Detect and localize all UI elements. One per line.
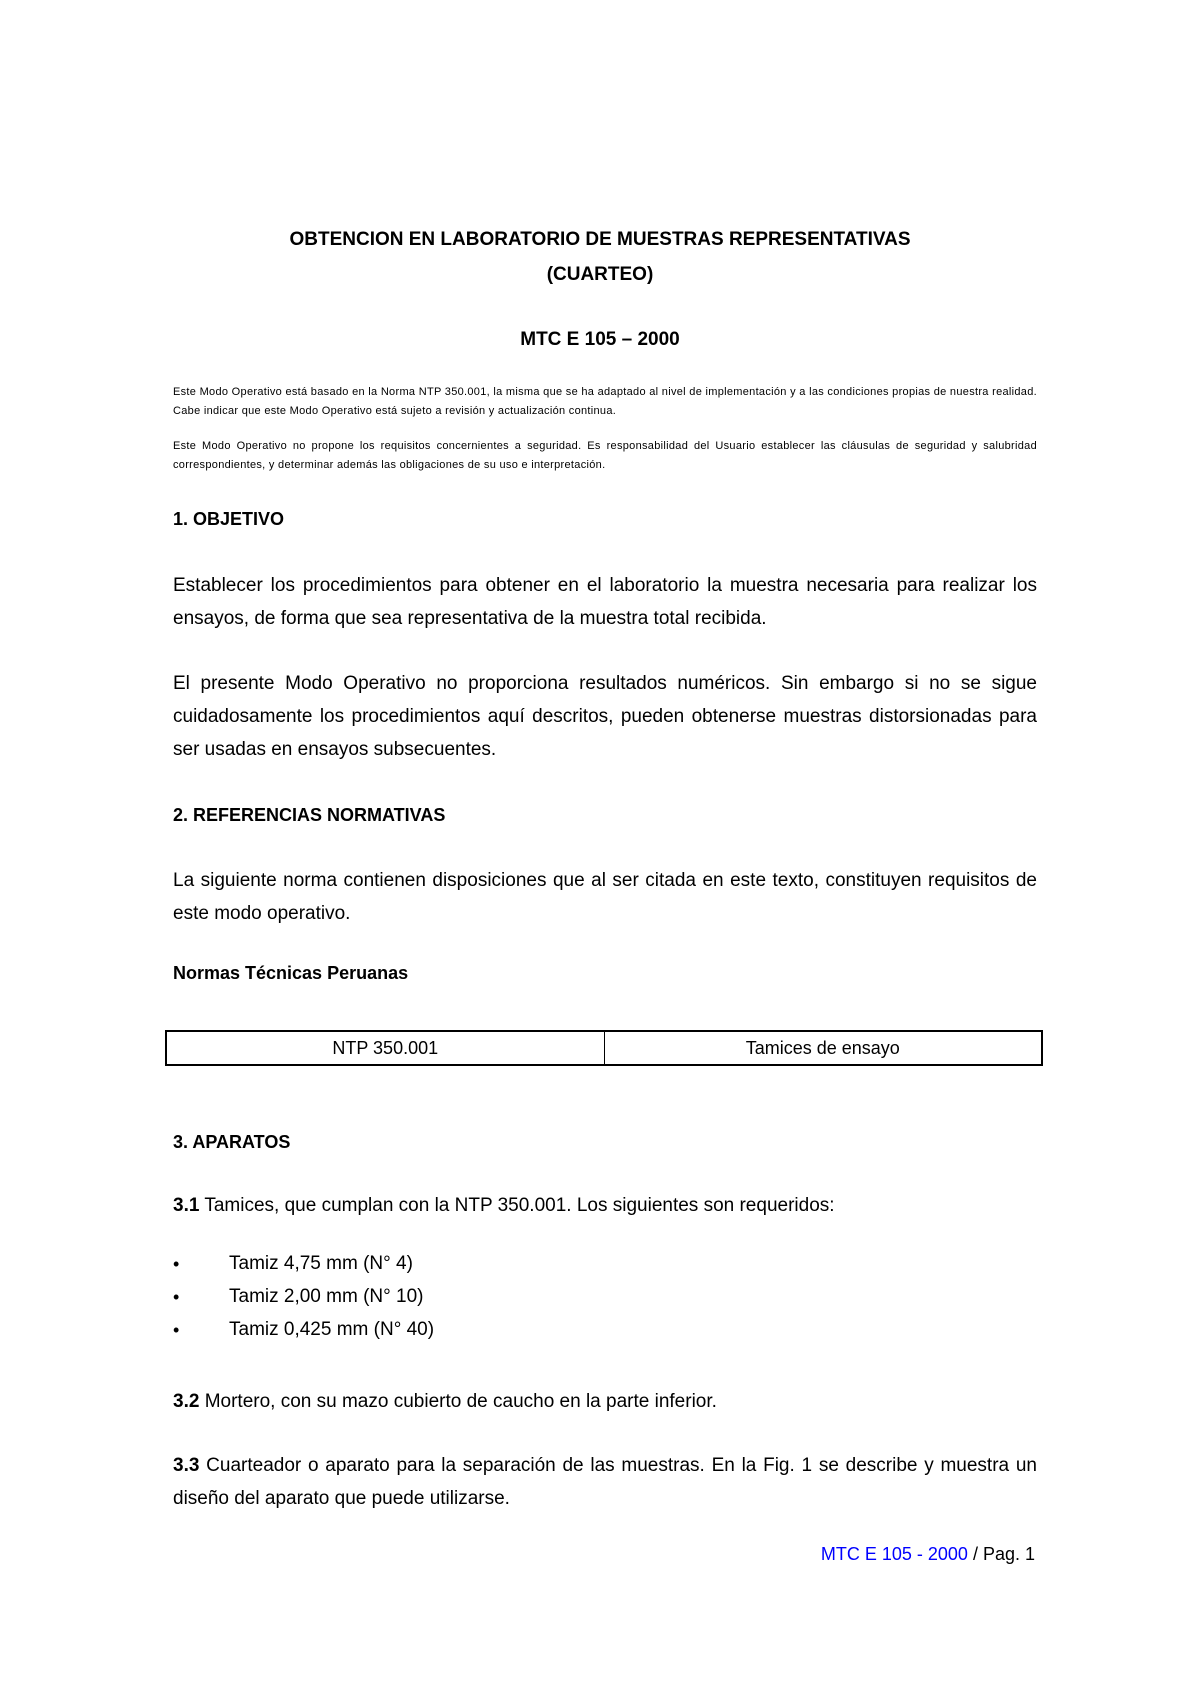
page-footer — [821, 1544, 1035, 1565]
item-3-3-text: Cuarteador o aparato para la separación de las muestras. En la Fig. 1 se describe y muestra un diseño del aparato que puede utilizarse. — [173, 1455, 1037, 1509]
document-title: OBTENCION EN LABORATORIO DE MUESTRAS REPRESENTATIVAS — [289, 229, 911, 250]
section-1-heading: 1. OBJETIVO — [173, 509, 285, 529]
section-3-heading: 3. APARATOS — [173, 1132, 291, 1152]
note-safety: Este Modo Operativo no propone los requisitos concernientes a seguridad. Es responsabilidad del Usuario establecer las cláusulas de seguridad y salubridad correspondientes, y determinar además las obligaciones de su uso e interpretación. — [173, 440, 1037, 471]
bullet-text: Tamiz 4,75 mm (N° 4) — [229, 1253, 413, 1274]
section-2-heading: 2. REFERENCIAS NORMATIVAS — [173, 805, 446, 825]
table-cell-code: NTP 350.001 — [332, 1037, 439, 1058]
item-3-2-text: Mortero, con su mazo cubierto de caucho en la parte inferior. — [199, 1391, 717, 1412]
bullet-text: Tamiz 0,425 mm (N° 40) — [229, 1319, 435, 1340]
bullet-icon: • — [173, 1319, 180, 1340]
item-3-2-number: 3.2 — [173, 1391, 200, 1412]
note-basis: Este Modo Operativo está basado en la Norma NTP 350.001, la misma que se ha adaptado al nivel de implementación y a las condiciones propias de nuestra realidad. Cabe indicar que este Modo Operativo está sujeto a revisión y actualización continua. — [173, 386, 1037, 417]
list-item — [173, 1253, 413, 1275]
section-1-paragraph-2: El presente Modo Operativo no proporciona resultados numéricos. Sin embargo si no se sigue cuidadosamente los procedimientos aquí descritos, pueden obtenerse muestras distorsionadas para ser usadas en ensayos subsecuentes. — [173, 673, 1037, 760]
item-3-2 — [173, 1385, 1037, 1418]
normas-subheading: Normas Técnicas Peruanas — [173, 963, 409, 983]
footer-document-code: MTC E 105 - 2000 — [820, 1544, 968, 1564]
footer-page-number: / Pag. 1 — [967, 1544, 1035, 1564]
bullet-icon: • — [173, 1253, 180, 1274]
item-3-3-number: 3.3 — [173, 1455, 200, 1476]
section-1-paragraph-1: Establecer los procedimientos para obtener en el laboratorio la muestra necesaria para realizar los ensayos, de forma que sea representativa de la muestra total recibida. — [173, 575, 1037, 629]
item-3-1-number: 3.1 — [173, 1195, 200, 1216]
item-3-1 — [173, 1189, 1037, 1222]
list-item — [173, 1319, 434, 1341]
document-subtitle: (CUARTEO) — [546, 264, 654, 285]
document-code: MTC E 105 – 2000 — [520, 329, 680, 350]
normas-table — [165, 1030, 1043, 1066]
bullet-icon: • — [173, 1286, 180, 1307]
item-3-1-text: Tamices, que cumplan con la NTP 350.001. Los siguientes son requeridos: — [199, 1195, 835, 1216]
bullet-text: Tamiz 2,00 mm (N° 10) — [229, 1286, 424, 1307]
item-3-3 — [173, 1449, 1037, 1515]
section-2-paragraph: La siguiente norma contienen disposiciones que al ser citada en este texto, constituyen requisitos de este modo operativo. — [173, 870, 1037, 924]
table-cell-title: Tamices de ensayo — [604, 1032, 1042, 1064]
list-item — [173, 1286, 423, 1308]
